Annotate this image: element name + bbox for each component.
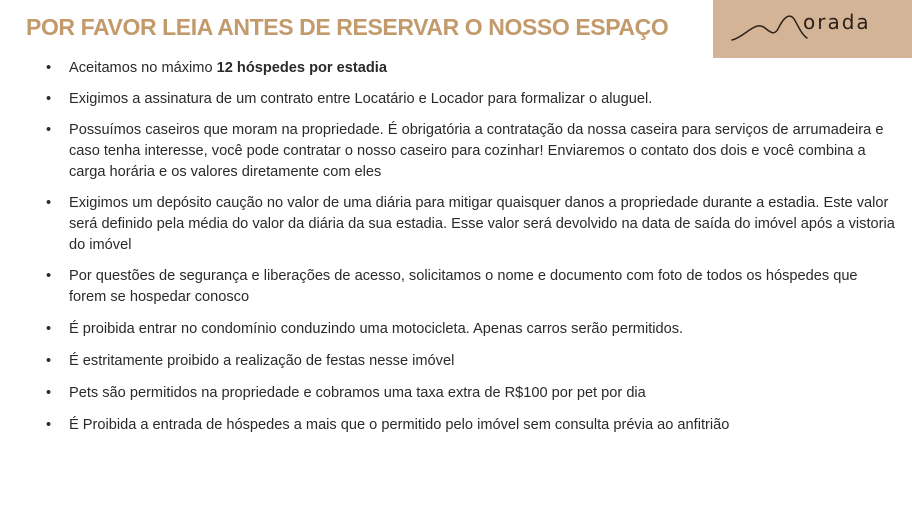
bullet: • bbox=[46, 60, 52, 76]
rule-text-strong: 12 hóspedes por estadia bbox=[216, 60, 387, 76]
bullet: • bbox=[46, 321, 52, 337]
rule-text: É Proibida a entrada de hóspedes a mais que o permitido pelo imóvel sem consulta prévia ao anfitrião bbox=[69, 417, 730, 433]
rule-text: É proibida entrar no condomínio conduzindo uma motocicleta. Apenas carros serão permitidos. bbox=[69, 321, 684, 337]
rule-text-prefix: Aceitamos no máximo bbox=[69, 60, 217, 76]
rule-item bbox=[44, 120, 896, 183]
bullet: • bbox=[46, 195, 52, 211]
bullet: • bbox=[46, 268, 52, 284]
bullet: • bbox=[46, 91, 52, 107]
rules-list bbox=[44, 58, 896, 436]
rule-item bbox=[44, 319, 896, 340]
logo-text: orada bbox=[803, 10, 871, 34]
rule-item bbox=[44, 383, 896, 404]
rule-item bbox=[44, 415, 896, 436]
rule-text: É estritamente proibido a realização de festas nesse imóvel bbox=[69, 353, 455, 369]
rule-text: Exigimos a assinatura de um contrato entre Locatário e Locador para formalizar o aluguel. bbox=[69, 91, 653, 107]
bullet: • bbox=[46, 417, 52, 433]
page-title: POR FAVOR LEIA ANTES DE RESERVAR O NOSSO ESPAÇO bbox=[26, 14, 669, 40]
bullet: • bbox=[46, 122, 52, 138]
mountain-line-icon bbox=[731, 10, 811, 46]
rule-text: Pets são permitidos na propriedade e cobramos uma taxa extra de R$100 por pet por dia bbox=[69, 385, 646, 401]
rule-text: Possuímos caseiros que moram na propriedade. É obrigatória a contratação da nossa caseira para serviços de arrumadeira e caso tenha interesse, você pode contratar o nosso caseiro para cozinhar! Enviaremos o contato dos dois e você combina a carga horária e os valores diretamente com eles bbox=[69, 122, 884, 180]
bullet: • bbox=[46, 353, 52, 369]
rule-text: Por questões de segurança e liberações de acesso, solicitamos o nome e documento com foto de todos os hóspedes que forem se hospedar conosco bbox=[69, 268, 858, 305]
brand-logo bbox=[713, 0, 912, 58]
rule-item bbox=[44, 266, 896, 308]
rule-item bbox=[44, 193, 896, 256]
rule-item bbox=[44, 351, 896, 372]
rule-item bbox=[44, 58, 896, 79]
rule-text: Exigimos um depósito caução no valor de uma diária para mitigar quaisquer danos a propriedade durante a estadia. Este valor será definido pela média do valor da diária da sua estadia. Esse valor será devolvido na data de saída do imóvel após a vistoria do imóvel bbox=[69, 195, 895, 253]
rule-item bbox=[44, 89, 896, 110]
bullet: • bbox=[46, 385, 52, 401]
